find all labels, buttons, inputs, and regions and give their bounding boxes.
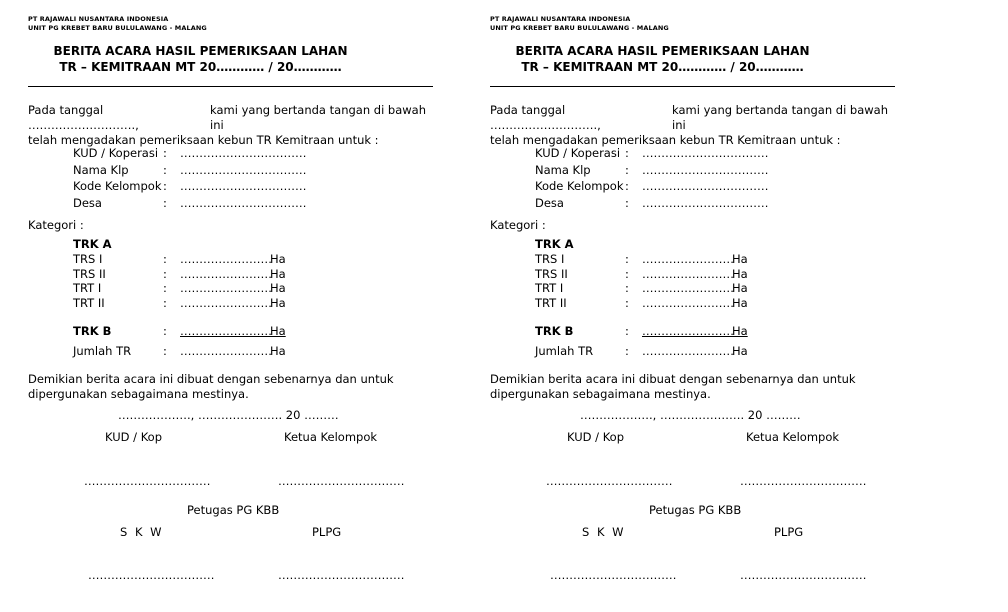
form-copy-left: [28, 0, 448, 612]
intro-statement-text: kami yang bertanda tangan di bawah ini: [210, 103, 427, 132]
header-divider: [490, 86, 895, 87]
trk-a-title: TRK A: [73, 237, 112, 251]
category-blank: ……………………: [180, 295, 272, 310]
document-subtitle: TR – KEMITRAAN MT 20………… / 20…………: [521, 60, 804, 74]
signature-label-skw: S K W: [582, 525, 626, 539]
category-blank: ……………………: [180, 281, 272, 295]
company-unit: UNIT PG KREBET BARU BULULAWANG - MALANG: [490, 24, 669, 32]
closing-line-1: Demikian berita acara ini dibuat dengan sebenarnya dan untuk: [28, 372, 394, 386]
category-blank: ……………………: [180, 344, 272, 358]
field-colon: :: [163, 179, 167, 193]
category-unit: Ha: [270, 324, 286, 338]
category-blank: ……………………: [180, 324, 272, 338]
petugas-heading: Petugas PG KBB: [649, 503, 742, 517]
field-blank: ……………………………: [180, 146, 307, 160]
category-colon: :: [625, 281, 629, 295]
closing-line-2: dipergunakan sebagaimana mestinya.: [28, 387, 249, 401]
trk-row-trt-1: [535, 281, 748, 296]
date-place-line: ………………., …………………. 20 ………: [580, 408, 801, 422]
category-label: TRS II: [73, 266, 106, 281]
category-blank: ……………………: [642, 252, 734, 266]
intro-purpose-text: telah mengadakan pemeriksaan kebun TR Kemitraan untuk :: [28, 133, 379, 147]
signature-label-plpg: PLPG: [774, 525, 804, 539]
signature-label-ketua: Ketua Kelompok: [746, 430, 840, 444]
trk-row-trt-1: [73, 281, 286, 296]
category-colon: :: [163, 324, 167, 338]
category-label: TRT I: [73, 281, 102, 295]
category-label: Jumlah TR: [535, 344, 594, 358]
closing-line-1: Demikian berita acara ini dibuat dengan sebenarnya dan untuk: [490, 372, 856, 386]
category-colon: :: [163, 344, 167, 358]
intro-paragraph: [28, 103, 434, 148]
category-unit: Ha: [270, 344, 286, 358]
field-blank: ……………………………: [642, 195, 769, 210]
category-colon: :: [625, 266, 629, 281]
signature-line-ketua: ……………………………: [740, 474, 867, 488]
field-colon: :: [625, 146, 629, 160]
category-colon: :: [163, 266, 167, 281]
category-label: TRK B: [535, 324, 574, 338]
category-unit: Ha: [270, 266, 286, 281]
category-blank: ……………………: [642, 266, 734, 281]
signature-label-kud: KUD / Kop: [105, 430, 162, 444]
category-blank: ……………………: [642, 324, 734, 338]
field-label: KUD / Koperasi: [73, 146, 159, 160]
category-unit: Ha: [732, 281, 748, 295]
category-unit: Ha: [732, 324, 748, 338]
field-blank: ……………………………: [642, 179, 769, 193]
category-colon: :: [625, 295, 629, 310]
field-blank: ……………………………: [642, 162, 769, 177]
document-title: BERITA ACARA HASIL PEMERIKSAAN LAHAN: [53, 44, 348, 58]
kategori-heading: Kategori :: [28, 218, 84, 232]
field-colon: :: [163, 162, 167, 177]
category-label: TRT II: [73, 295, 105, 310]
company-unit: UNIT PG KREBET BARU BULULAWANG - MALANG: [28, 24, 207, 32]
closing-paragraph: [490, 372, 896, 402]
signature-line-ketua: ……………………………: [278, 474, 405, 488]
signature-label-skw: S K W: [120, 525, 164, 539]
company-header: [28, 15, 207, 33]
trk-a-section: [73, 237, 286, 310]
category-label: TRK B: [73, 324, 112, 338]
document-title: BERITA ACARA HASIL PEMERIKSAAN LAHAN: [515, 44, 810, 58]
field-label: Desa: [73, 195, 102, 210]
intro-statement-text: kami yang bertanda tangan di bawah ini: [672, 103, 889, 132]
trk-row-trs-1: [73, 252, 286, 267]
field-label: KUD / Koperasi: [535, 146, 621, 160]
signature-label-kud: KUD / Kop: [567, 430, 624, 444]
field-label: Kode Kelompok: [535, 179, 624, 193]
category-label: TRS I: [535, 252, 565, 266]
trk-row-trs-1: [535, 252, 748, 267]
kategori-heading: Kategori :: [490, 218, 546, 232]
field-label: Nama Klp: [73, 162, 129, 177]
category-unit: Ha: [270, 252, 286, 266]
category-label: TRS II: [535, 266, 568, 281]
category-colon: :: [163, 295, 167, 310]
category-blank: ……………………: [642, 295, 734, 310]
category-unit: Ha: [732, 252, 748, 266]
category-label: TRS I: [73, 252, 103, 266]
company-name: PT RAJAWALI NUSANTARA INDONESIA: [28, 15, 169, 23]
field-colon: :: [625, 179, 629, 193]
field-blank: ……………………………: [180, 179, 307, 193]
intro-date-text: Pada tanggal ……………………….,: [490, 103, 601, 132]
signature-line-kud: ……………………………: [546, 474, 673, 488]
category-colon: :: [625, 324, 629, 338]
signature-line-plpg: ……………………………: [740, 568, 867, 582]
signature-line-plpg: ……………………………: [278, 568, 405, 582]
field-blank: ……………………………: [180, 195, 307, 210]
category-colon: :: [163, 281, 167, 295]
category-colon: :: [163, 252, 167, 266]
header-divider: [28, 86, 433, 87]
category-blank: ……………………: [642, 281, 734, 295]
trk-a-title: TRK A: [535, 237, 574, 251]
date-place-line: ………………., …………………. 20 ………: [118, 408, 339, 422]
category-label: Jumlah TR: [73, 344, 132, 358]
trk-row-trs-2: [535, 266, 748, 282]
field-colon: :: [625, 162, 629, 177]
closing-paragraph: [28, 372, 434, 402]
signature-line-skw: ……………………………: [550, 568, 677, 582]
category-label: TRT II: [535, 295, 567, 310]
category-colon: :: [625, 344, 629, 358]
field-colon: :: [163, 146, 167, 160]
petugas-heading: Petugas PG KBB: [187, 503, 280, 517]
signature-label-ketua: Ketua Kelompok: [284, 430, 378, 444]
field-blank: ……………………………: [642, 146, 769, 160]
company-header: [490, 15, 669, 33]
field-label: Desa: [535, 195, 564, 210]
signature-label-plpg: PLPG: [312, 525, 342, 539]
field-blank: ……………………………: [180, 162, 307, 177]
trk-row-trt-2: [73, 295, 286, 311]
document-subtitle: TR – KEMITRAAN MT 20………… / 20…………: [59, 60, 342, 74]
category-colon: :: [625, 252, 629, 266]
trk-row-trs-2: [73, 266, 286, 282]
category-unit: Ha: [270, 281, 286, 295]
company-name: PT RAJAWALI NUSANTARA INDONESIA: [490, 15, 631, 23]
category-unit: Ha: [732, 295, 748, 310]
category-unit: Ha: [270, 295, 286, 310]
category-blank: ……………………: [180, 266, 272, 281]
form-copy-right: [490, 0, 910, 612]
category-unit: Ha: [732, 344, 748, 358]
field-colon: :: [163, 195, 167, 210]
category-blank: ……………………: [642, 344, 734, 358]
signature-line-skw: ……………………………: [88, 568, 215, 582]
closing-line-2: dipergunakan sebagaimana mestinya.: [490, 387, 711, 401]
intro-date-text: Pada tanggal ……………………….,: [28, 103, 139, 132]
field-label: Nama Klp: [535, 162, 591, 177]
category-label: TRT I: [535, 281, 564, 295]
intro-paragraph: [490, 103, 896, 148]
field-colon: :: [625, 195, 629, 210]
signature-line-kud: ……………………………: [84, 474, 211, 488]
intro-purpose-text: telah mengadakan pemeriksaan kebun TR Kemitraan untuk :: [490, 133, 841, 147]
category-unit: Ha: [732, 266, 748, 281]
trk-a-section: [535, 237, 748, 310]
field-label: Kode Kelompok: [73, 179, 162, 193]
category-blank: ……………………: [180, 252, 272, 266]
trk-row-trt-2: [535, 295, 748, 311]
